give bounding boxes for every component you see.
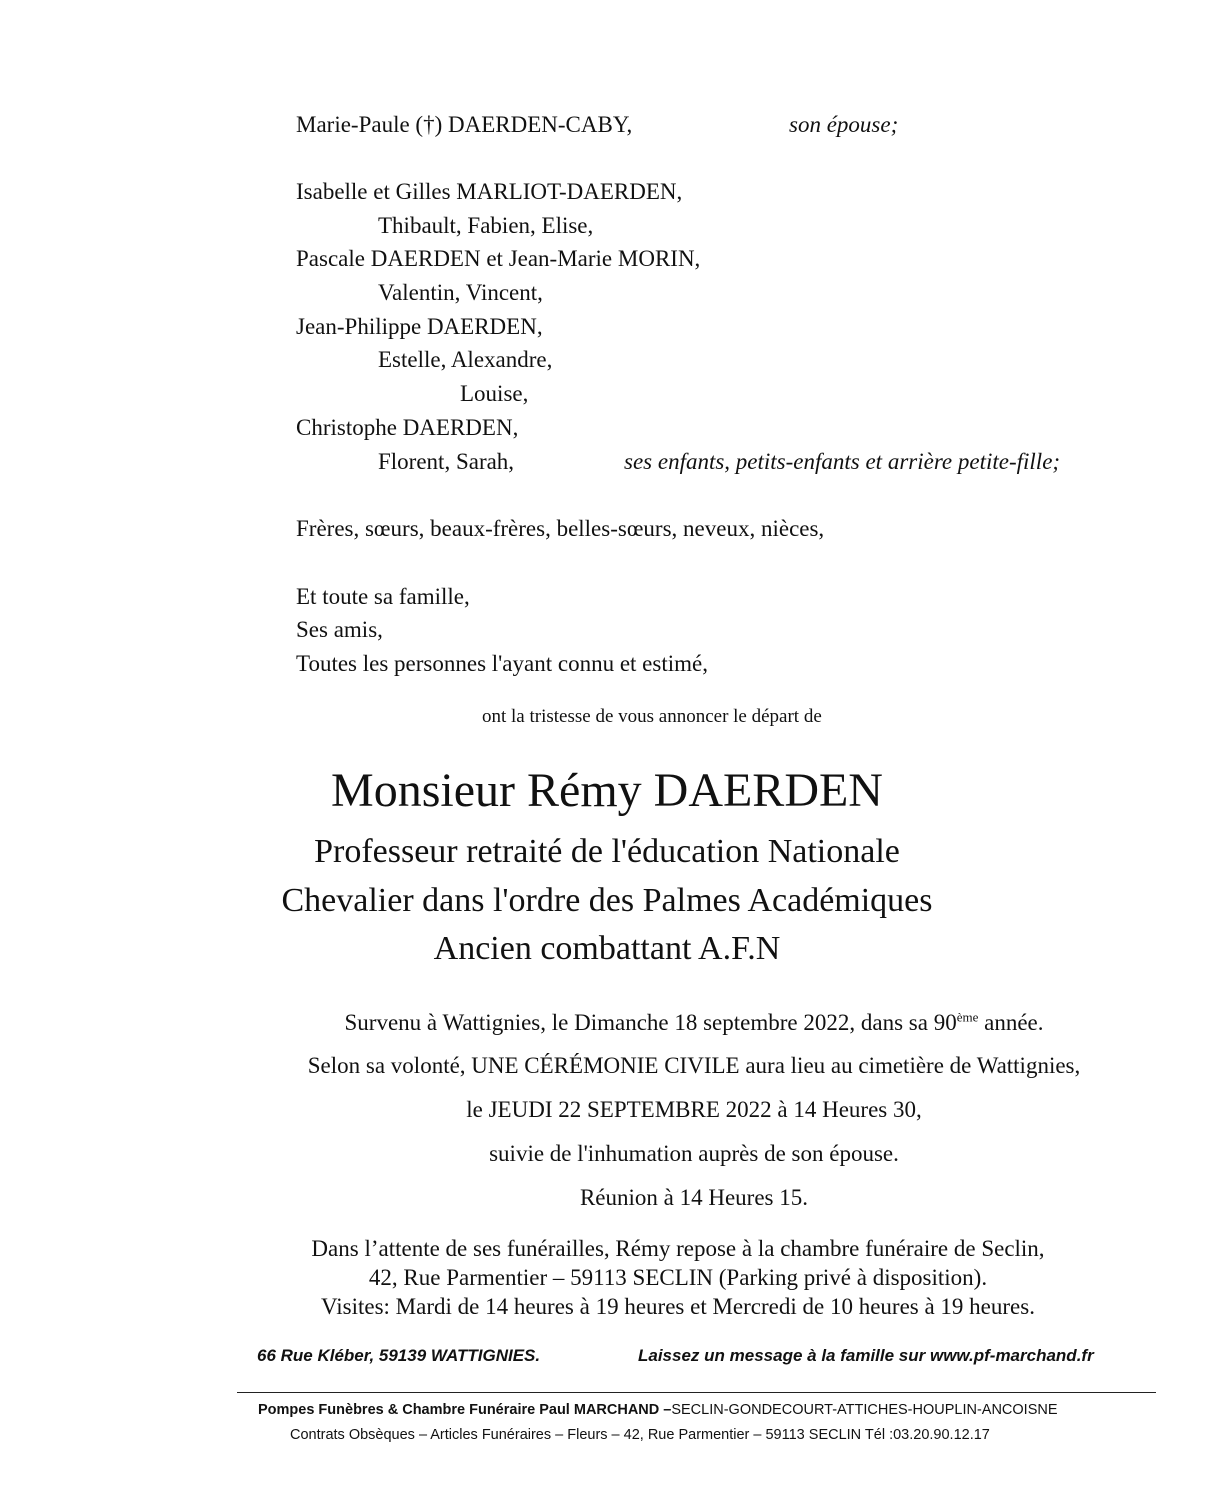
family-line: Thibault, Fabien, Elise, [378, 213, 594, 238]
deceased-name: Monsieur Rémy DAERDEN [331, 764, 883, 817]
acquaintances-line: Toutes les personnes l'ayant connu et estimé, [296, 651, 708, 676]
family-line: Jean-Philippe DAERDEN, [296, 314, 543, 339]
company-towns: SECLIN-GONDECOURT-ATTICHES-HOUPLIN-ANCOISNE [671, 1402, 1058, 1418]
message-website: Laissez un message à la famille sur www.pf-marchand.fr [638, 1346, 1094, 1365]
company-services: Contrats Obsèques – Articles Funéraires – Fleurs – 42, Rue Parmentier – 59113 SECLIN Tél :03.20.90.12.17 [290, 1427, 990, 1443]
family-line: Valentin, Vincent, [378, 280, 543, 305]
rest-address: 42, Rue Parmentier – 59113 SECLIN (Parking privé à disposition). [368, 1265, 988, 1290]
ordinal-suffix: ème [956, 1009, 979, 1025]
deceased-title: Chevalier dans l'ordre des Palmes Académiques [281, 882, 933, 919]
ceremony-info: Selon sa volonté, UNE CÉRÉMONIE CIVILE aura lieu au cimetière de Wattignies, [307, 1053, 1081, 1078]
family-line: Estelle, Alexandre, [378, 347, 553, 372]
company-name: Pompes Funèbres & Chambre Funéraire Paul MARCHAND – [258, 1402, 672, 1418]
family-all-line: Et toute sa famille, [296, 584, 470, 609]
death-text-end: année. [978, 1010, 1044, 1035]
ceremony-date: le JEUDI 22 SEPTEMBRE 2022 à 14 Heures 30, [466, 1097, 922, 1122]
family-address: 66 Rue Kléber, 59139 WATTIGNIES. [257, 1346, 541, 1365]
family-line: Christophe DAERDEN, [296, 415, 519, 440]
deceased-title: Ancien combattant A.F.N [433, 930, 781, 967]
friends-line: Ses amis, [296, 617, 383, 642]
family-line: Pascale DAERDEN et Jean-Marie MORIN, [296, 246, 701, 271]
company-line [258, 1402, 1058, 1418]
announcement: ont la tristesse de vous annoncer le départ de [482, 706, 822, 727]
family-line: Florent, Sarah, [378, 449, 515, 474]
family-line: Isabelle et Gilles MARLIOT-DAERDEN, [296, 179, 683, 204]
children-role: ses enfants, petits-enfants et arrière petite-fille; [624, 449, 1061, 474]
footer-divider [237, 1392, 1156, 1393]
death-text: Survenu à Wattignies, le Dimanche 18 septembre 2022, dans sa 90 [344, 1010, 957, 1035]
deceased-title: Professeur retraité de l'éducation Nationale [314, 833, 900, 870]
meeting-info: Réunion à 14 Heures 15. [579, 1185, 809, 1210]
burial-info: suivie de l'inhumation auprès de son épouse. [489, 1141, 899, 1166]
spouse-role: son épouse; [789, 112, 899, 137]
family-line: Louise, [460, 381, 529, 406]
death-info [0, 1010, 1214, 1036]
siblings-line: Frères, sœurs, beaux-frères, belles-sœurs, neveux, nièces, [296, 516, 825, 541]
rest-info: Dans l’attente de ses funérailles, Rémy repose à la chambre funéraire de Seclin, [311, 1236, 1045, 1261]
spouse-name: Marie-Paule (†) DAERDEN-CABY, [296, 112, 633, 137]
visiting-hours: Visites: Mardi de 14 heures à 19 heures et Mercredi de 10 heures à 19 heures. [321, 1294, 1035, 1319]
